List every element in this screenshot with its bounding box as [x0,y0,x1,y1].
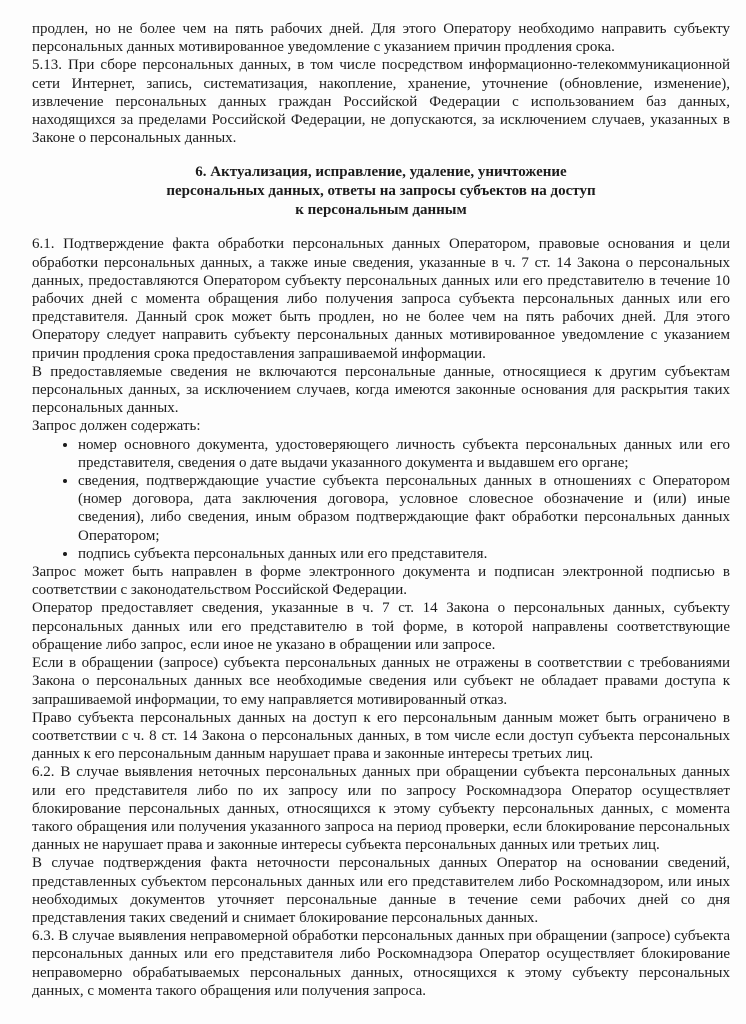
section-6-heading [32,163,730,220]
list-item-signature: • подпись субъекта персональных данных или его представителя. [78,545,730,563]
paragraph-request-intro: Запрос должен содержать: [32,418,201,435]
list-item-operator-relation: • сведения, подтверждающие участие субъекта персональных данных в отношениях с Оператором (номер договора, дата заключения договора, условное словесное обозначение и (или) иные сведения), либо сведения, иным образом подтверждающие факт обработки персональных данных Оператором; [78,472,730,545]
heading-line-2: персональных данных, ответы на запросы субъектов на доступ [166,183,596,200]
paragraph-operator-provides: Оператор предоставляет сведения, указанные в ч. 7 ст. 14 Закона о персональных данных, субъекту персональных данных или его представителю в той форме, в которой направлены соответствующие обращение либо запрос, если иное не указано в обращении или запросе. [32,600,730,653]
paragraph-electronic-request: Запрос может быть направлен в форме электронного документа и подписан электронной подписью в соответствии с законодательством Российской Федерации. [32,564,730,599]
paragraph-motivated-refusal: Если в обращении (запросе) субъекта персональных данных не отражены в соответствии с требованиями Закона о персональных данных все необходимые сведения или субъект не обладает правами доступа к запрашиваемой информации, то ему направляется мотивированный отказ. [32,655,730,708]
paragraph-inaccuracy-confirmation: В случае подтверждения факта неточности персональных данных Оператор на основании сведений, представленных субъектом персональных данных или его представителем либо Роскомнадзором, или иных необходимых документов уточняет персональные данные в течение семи рабочих дней со дня представления таких сведений и снимает блокирование персональных данных. [32,855,730,926]
heading-line-1: 6. Актуализация, исправление, удаление, уничтожение [195,164,567,181]
clause-6-3: 6.3. В случае выявления неправомерной обработки персональных данных при обращении (запросе) субъекта персональных данных или его представителя либо Роскомнадзора Оператор осуществляет блокирование неправомерно обрабатываемых персональных данных, относящихся к этому субъекту персональных данных, с момента такого обращения или получения запроса. [32,928,731,999]
list-item-document-number: • номер основного документа, удостоверяющего личность субъекта персональных данных или его представителя, сведения о дате выдачи указанного документа и выдавшем его органе; [78,436,730,472]
clause-5-13: 5.13. При сборе персональных данных, в том числе посредством информационно-телекоммуникационной сети Интернет, запись, систематизация, накопление, хранение, уточнение (обновление, изменение), извлечение персональных данных граждан Российской Федерации с использованием баз данных, находящихся за пределами Российской Федерации, не допускаются, за исключением случаев, указанных в Законе о персональных данных. [32,57,730,147]
request-requirements-list [32,436,730,563]
clause-6-2: 6.2. В случае выявления неточных персональных данных при обращении субъекта персональных данных или его представителя либо по их запросу или по запросу Роскомнадзора Оператор осуществляет блокирование персональных данных, относящихся к этому субъекту персональных данных, с момента такого обращения или получения указанного запроса на период проверки, если блокирование персональных данных не нарушает права и законные интересы субъекта персональных данных или третьих лиц. [32,764,730,854]
heading-line-3: к персональным данным [295,202,467,219]
clause-6-1: 6.1. Подтверждение факта обработки персональных данных Оператором, правовые основания и цели обработки персональных данных, а также иные сведения, указанные в ч. 7 ст. 14 Закона о персональных данных, предоставляются Оператором субъекту персональных данных или его представителю в течение 10 рабочих дней с момента обращения либо получения запроса субъекта персональных данных или его представителя. Данный срок может быть продлен, но не более чем на пять рабочих дней. Для этого Оператору следует направить субъекту персональных данных мотивированное уведомление с указанием причин продления срока предоставления запрашиваемой информации. [32,236,730,362]
paragraph-provided-info-note: В предоставляемые сведения не включаются персональные данные, относящиеся к другим субъектам персональных данных, за исключением случаев, когда имеются законные основания для раскрытия таких персональных данных. [32,363,730,417]
paragraph-continuation: продлен, но не более чем на пять рабочих дней. Для этого Оператору необходимо направить субъекту персональных данных мотивированное уведомление с указанием причин продления срока. [32,21,730,56]
paragraph-access-restriction: Право субъекта персональных данных на доступ к его персональным данным может быть ограничено в соответствии с ч. 8 ст. 14 Закона о персональных данных, в том числе если доступ субъекта персональных данных к его персональным данным нарушает права и законные интересы третьих лиц. [32,709,730,763]
